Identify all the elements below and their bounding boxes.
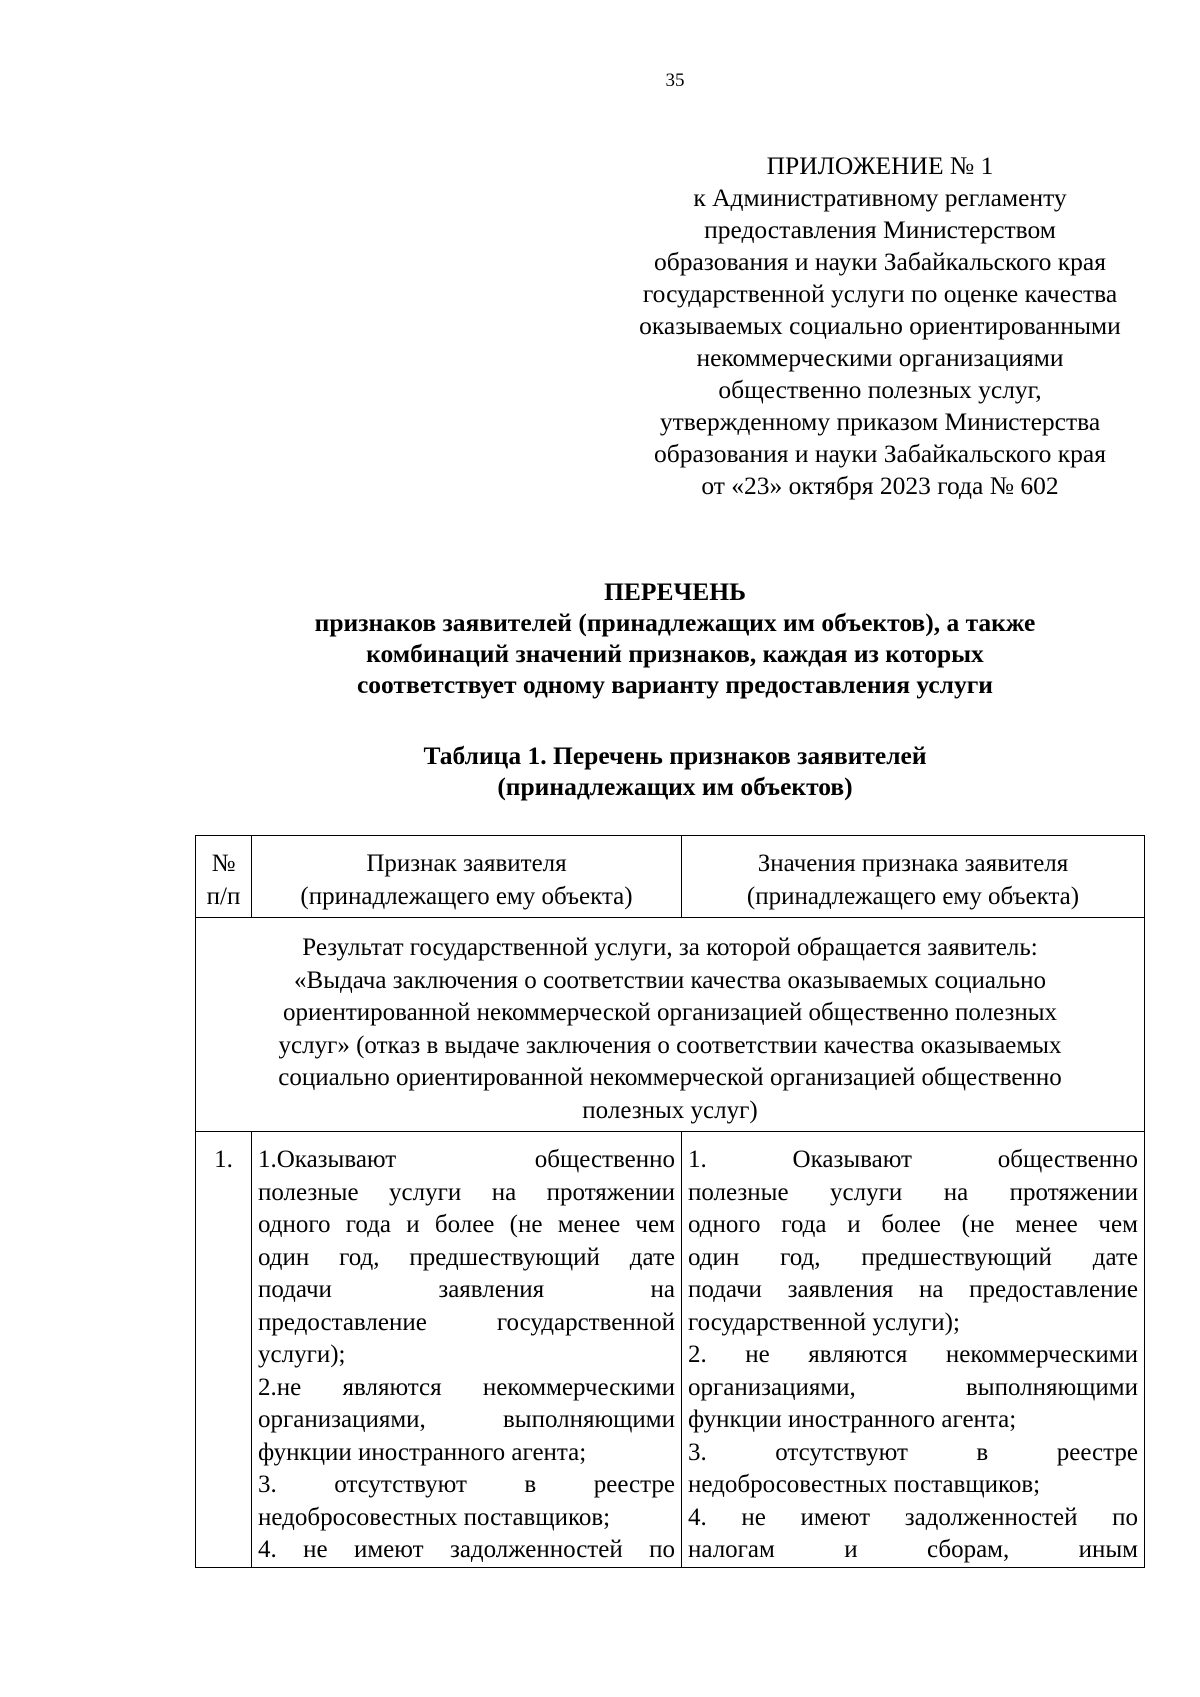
cell-word: один	[258, 1243, 310, 1271]
cell-word: (не	[961, 1211, 995, 1238]
appendix-line: общественно полезных услуг,	[718, 375, 1042, 404]
cell-word: реестре	[1056, 1438, 1138, 1466]
cell-word: год,	[780, 1243, 821, 1271]
header-num-line: №	[211, 850, 236, 877]
cell-text-line	[688, 1437, 1138, 1470]
cell-word: на	[491, 1178, 517, 1206]
cell-text-line	[258, 1339, 675, 1372]
cell-word: предоставление	[969, 1276, 1138, 1303]
cell-word: услуги	[389, 1178, 462, 1206]
cell-text-line	[258, 1209, 675, 1242]
cell-word: по	[1112, 1503, 1138, 1531]
cell-word: являются	[808, 1341, 908, 1368]
cell-word: не	[745, 1341, 770, 1368]
cell-text-line	[258, 1502, 675, 1535]
title-heading: ПЕРЕЧЕНЬ	[604, 577, 746, 606]
cell-word: Оказывают	[792, 1146, 912, 1173]
table-row	[196, 1132, 1145, 1568]
cell-word: заявления	[438, 1276, 545, 1303]
cell-word: и	[847, 1211, 861, 1238]
cell-word: общественно	[997, 1146, 1138, 1173]
appendix-line: предоставления Министерством	[704, 215, 1056, 244]
header-attribute	[252, 836, 682, 918]
cell-text-line	[258, 1177, 675, 1210]
cell-word: функции иностранного агента;	[688, 1406, 1017, 1433]
cell-word: недобросовестных поставщиков;	[258, 1503, 611, 1531]
table-caption	[190, 740, 1160, 802]
cell-word: и	[844, 1536, 858, 1563]
header-num-line: п/п	[206, 882, 241, 910]
cell-word: года	[345, 1211, 391, 1238]
cell-word: менее	[557, 1211, 621, 1238]
cell-word: 3.	[688, 1438, 707, 1466]
header-values-line: (принадлежащего ему объекта)	[746, 882, 1080, 910]
header-attribute-line: (принадлежащего ему объекта)	[300, 882, 633, 910]
cell-text-line	[258, 1372, 675, 1405]
cell-text-line	[688, 1274, 1138, 1307]
result-line: Результат государственной услуги, за которой обращается заявитель:	[302, 934, 1038, 961]
result-row	[196, 918, 1145, 1132]
cell-word: 4.	[688, 1503, 707, 1531]
attributes-table	[195, 835, 1145, 1568]
cell-word: протяжении	[546, 1178, 675, 1206]
table-header-row	[196, 836, 1145, 918]
cell-text-line	[258, 1274, 675, 1307]
cell-word: отсутствуют	[334, 1471, 467, 1498]
cell-text-line	[258, 1437, 675, 1470]
cell-word: имеют	[800, 1503, 871, 1531]
cell-word: общественно	[534, 1146, 675, 1173]
cell-word: некоммерческими	[482, 1373, 675, 1401]
cell-word: 1.Оказывают	[258, 1146, 397, 1173]
cell-word: выполняющими	[965, 1373, 1138, 1401]
result-line: «Выдача заключения о соответствии качества оказываемых социально	[294, 966, 1046, 994]
values-cell	[682, 1132, 1145, 1568]
appendix-line: оказываемых социально ориентированными	[639, 311, 1121, 340]
cell-word: отсутствуют	[775, 1438, 908, 1466]
cell-text-line	[258, 1404, 675, 1437]
cell-word: организациями,	[258, 1406, 426, 1433]
cell-word: одного	[688, 1211, 761, 1238]
values-text	[688, 1144, 1138, 1567]
title-line: признаков заявителей (принадлежащих им объектов), а также	[314, 608, 1036, 637]
cell-word: (не	[509, 1211, 543, 1238]
page-number: 35	[665, 70, 685, 91]
result-line: услуг» (отказ в выдаче заключения о соответствии качества оказываемых	[278, 1031, 1062, 1059]
attribute-cell	[252, 1132, 682, 1568]
cell-word: более	[434, 1211, 495, 1238]
cell-text-line	[688, 1242, 1138, 1275]
header-values	[682, 836, 1145, 918]
cell-word: по	[649, 1536, 675, 1563]
cell-word: полезные	[258, 1178, 359, 1206]
cell-word: 1.	[688, 1146, 707, 1173]
cell-text-line	[688, 1372, 1138, 1405]
cell-word: задолженностей	[904, 1503, 1078, 1531]
cell-word: реестре	[593, 1471, 675, 1498]
cell-word: на	[650, 1276, 675, 1303]
cell-word: 2.не	[258, 1373, 302, 1401]
appendix-line: к Административному регламенту	[693, 183, 1067, 212]
cell-word: иным	[1078, 1536, 1138, 1563]
cell-word: предоставление	[258, 1308, 427, 1336]
appendix-block	[590, 150, 1170, 502]
cell-word: услуги);	[258, 1341, 346, 1368]
document-title	[190, 576, 1160, 700]
cell-text-line	[258, 1307, 675, 1340]
cell-text-line	[688, 1177, 1138, 1210]
cell-word: предшествующий	[861, 1243, 1052, 1271]
cell-word: имеют	[353, 1536, 424, 1563]
cell-word: выполняющими	[502, 1406, 675, 1433]
result-line: социально ориентированной некоммерческой организацией общественно	[278, 1064, 1062, 1091]
cell-word: в	[976, 1438, 989, 1466]
cell-word: недобросовестных поставщиков;	[688, 1471, 1041, 1498]
cell-text-line	[688, 1339, 1138, 1372]
cell-text-line	[688, 1144, 1138, 1177]
cell-word: сборам,	[926, 1536, 1010, 1563]
row-number: 1.	[196, 1132, 252, 1568]
appendix-line: некоммерческими организациями	[696, 343, 1064, 372]
appendix-line: образования и науки Забайкальского края	[654, 439, 1106, 468]
cell-text-line	[688, 1307, 1138, 1340]
cell-text-line	[688, 1469, 1138, 1502]
cell-word: функции иностранного агента;	[258, 1438, 587, 1466]
result-line: ориентированной некоммерческой организацией общественно полезных	[282, 999, 1057, 1026]
cell-word: предшествующий	[409, 1243, 600, 1271]
cell-word: услуги	[830, 1178, 903, 1206]
cell-word: года	[781, 1211, 827, 1238]
cell-text-line	[688, 1502, 1138, 1535]
table-caption-line: Таблица 1. Перечень признаков заявителей	[423, 741, 927, 770]
cell-word: год,	[339, 1243, 380, 1271]
cell-word: менее	[1015, 1211, 1078, 1238]
cell-word: полезные	[688, 1178, 789, 1206]
cell-text-line	[688, 1534, 1138, 1567]
cell-word: один	[688, 1243, 740, 1271]
cell-word: не	[741, 1503, 766, 1531]
appendix-line: от «23» октября 2023 года № 602	[701, 471, 1059, 500]
cell-word: одного	[258, 1211, 331, 1238]
header-values-line: Значения признака заявителя	[757, 850, 1069, 877]
cell-text-line	[258, 1534, 675, 1567]
cell-word: и	[406, 1211, 420, 1238]
cell-word: налогам	[688, 1536, 775, 1563]
table-caption-line: (принадлежащих им объектов)	[497, 772, 853, 801]
cell-word: дате	[1092, 1243, 1138, 1271]
cell-word: заявления	[787, 1276, 894, 1303]
cell-word: более	[881, 1211, 941, 1238]
cell-word: некоммерческими	[945, 1341, 1138, 1368]
cell-word: чем	[1098, 1211, 1138, 1238]
cell-word: подачи	[688, 1276, 762, 1303]
appendix-line: утвержденному приказом Министерства	[659, 407, 1101, 436]
cell-word: являются	[342, 1373, 442, 1401]
cell-word: 4.	[258, 1536, 277, 1563]
cell-text-line	[688, 1404, 1138, 1437]
header-num	[196, 836, 252, 918]
cell-word: на	[919, 1276, 944, 1303]
cell-word: 3.	[258, 1471, 277, 1498]
cell-word: в	[524, 1471, 537, 1498]
cell-word: чем	[635, 1211, 675, 1238]
appendix-line: образования и науки Забайкальского края	[654, 247, 1106, 276]
cell-text-line	[258, 1144, 675, 1177]
cell-text-line	[258, 1469, 675, 1502]
cell-text-line	[688, 1209, 1138, 1242]
cell-word: государственной услуги);	[688, 1308, 960, 1336]
result-cell	[196, 918, 1145, 1132]
cell-word: 2.	[688, 1341, 707, 1368]
title-line: комбинаций значений признаков, каждая из которых	[366, 639, 984, 668]
cell-word: государственной	[496, 1308, 675, 1336]
header-attribute-line: Признак заявителя	[366, 850, 567, 877]
cell-word: задолженностей	[449, 1536, 623, 1563]
cell-word: подачи	[258, 1276, 332, 1303]
cell-word: организациями,	[688, 1373, 856, 1401]
appendix-line: ПРИЛОЖЕНИЕ № 1	[766, 151, 994, 180]
cell-text-line	[258, 1242, 675, 1275]
title-line: соответствует одному варианту предоставления услуги	[356, 670, 994, 699]
cell-word: протяжении	[1009, 1178, 1138, 1206]
cell-word: на	[943, 1178, 969, 1206]
appendix-line: государственной услуги по оценке качества	[642, 279, 1118, 308]
cell-word: дате	[629, 1243, 675, 1271]
attribute-text	[258, 1144, 675, 1567]
cell-word: не	[303, 1536, 328, 1563]
result-line: полезных услуг)	[582, 1096, 758, 1124]
